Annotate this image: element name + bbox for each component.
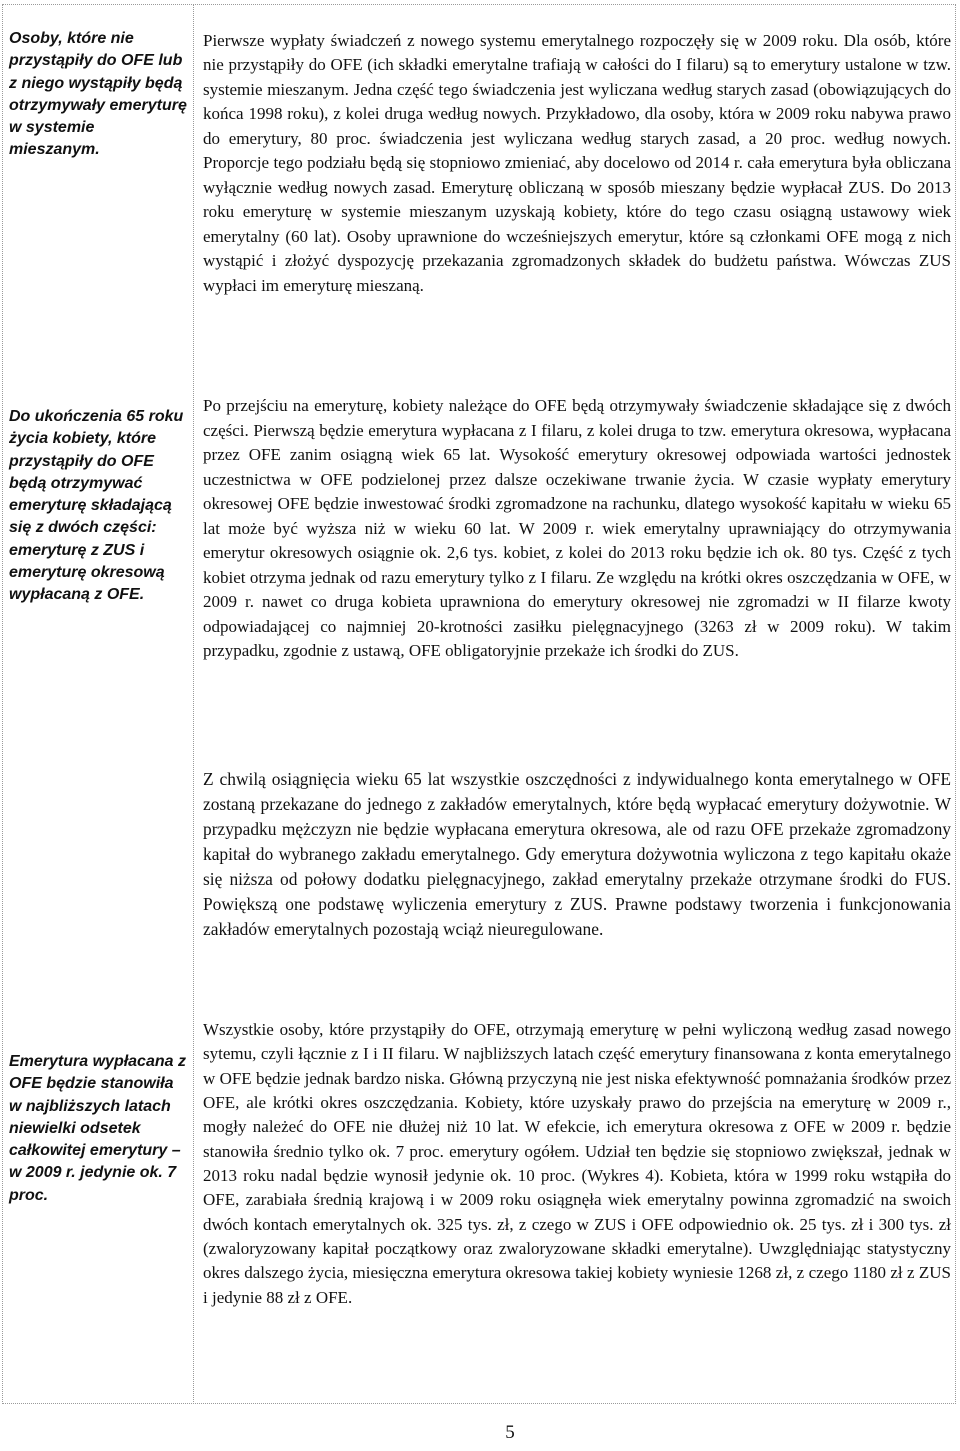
body-paragraph: Pierwsze wypłaty świadczeń z nowego systemu emerytalnego rozpoczęły się w 2009 roku. Dla osób, które nie przystąpiły do OFE (ich składki emerytalne trafiają w całości do I filaru) są to emerytury ustalone w tzw. systemie mieszanym. Jedna część tego świadczenia jest wyliczana według starych zasad (obowiązujących do końca 1998 roku), z kolei druga według nowych. Przykładowo, dla osoby, która w 2009 roku nabywa prawo do emerytury, 80 proc. świadczenia jest wyliczana według starych zasad, a 20 proc. według nowych. Proporcje tego podziału będą się stopniowo zmieniać, aby docelowo od 2014 r. cała emerytura była obliczana wyłącznie według nowych zasad. Emeryturę obliczaną w sposób mieszany będzie wypłacał ZUS. Do 2013 roku emeryturę w systemie mieszanym uzyskają kobiety, które do tego czasu osiągną ustawowy wiek emerytalny (60 lat). Osoby uprawnione do wcześniejszych emerytur, które są członkami OFE mogą z nich wystąpić i złożyć dyspozycję przekazania zgromadzonych składek do budżetu państwa. Wówczas ZUS wypłaci im emeryturę mieszaną. — [203, 31, 951, 295]
column-divider — [193, 4, 194, 1404]
sidebar-note: Do ukończenia 65 roku życia kobiety, które przystąpiły do OFE będą otrzymywać emeryturę składającą się z dwóch części: emeryturę z ZUS i emeryturę okresową wypłacaną z OFE. — [9, 408, 184, 604]
sidebar-note: Osoby, które nie przystąpiły do OFE lub z niego wystąpiły będą otrzymywały emeryturę w systemie mieszanym. — [9, 30, 187, 159]
page-number: 5 — [505, 1422, 515, 1443]
body-paragraph: Z chwilą osiągnięcia wieku 65 lat wszystkie oszczędności z indywidualnego konta emerytalnego w OFE zostaną przekazane do jednego z zakładów emerytalnych, które będą wypłacać emerytury dożywotnie. W przypadku mężczyzn nie będzie wypłacana emerytura okresowa, ale od razu OFE przekaże zgromadzony kapitał do wybranego zakładu emerytalnego. Gdy emerytura dożywotnia wyliczona z tego kapitału okaże się niższa od połowy dodatku pielęgnacyjnego, zakład emerytalny przekaże otrzymane środki do FUS. Powiększą one podstawę wyliczenia emerytury z ZUS. Prawne podstawy tworzenia i funkcjonowania zakładów emerytalnych pozostają wciąż nieuregulowane. — [203, 769, 951, 939]
sidebar-note: Emerytura wypłacana z OFE będzie stanowiła w najbliższych latach niewielki odsetek całkowitej emerytury – w 2009 r. jedynie ok. 7 proc. — [9, 1053, 186, 1204]
body-paragraph: Po przejściu na emeryturę, kobiety należące do OFE będą otrzymywały świadczenie składające się z dwóch części. Pierwszą będzie emerytura wypłacana z I filaru, z kolei druga to tzw. emerytura okresowa, wypłacana przez OFE zanim osiągną wiek 65 lat. Wysokość emerytury okresowej odpowiada wartości jednostek uczestnictwa w OFE podzielonej przez dalsze oczekiwane trwanie życia. W czasie wypłaty emerytury okresowej OFE będzie inwestować środki zgromadzone na rachunku, dlatego wysokość kapitału w wieku 65 lat może być wyższa niż w wieku 60 lat. W 2009 r. wiek emerytalny uprawniający do otrzymywania emerytur okresowych osiągnie ok. 2,6 tys. kobiet, z kolei do 2013 roku będzie ich ok. 80 tys. Część z tych kobiet otrzyma jednak od razu emerytury tylko z I filaru. Ze względu na krótki okres oszczędzania w OFE, w 2009 r. nawet co druga kobieta uprawniona do emerytury okresowej nie zgromadzi w II filarze kwoty odpowiadającej co najmniej 20-krotności zasiłku pielęgnacyjnego (3263 zł w 2009 roku). W takim przypadku, zgodnie z ustawą, OFE obligatoryjnie przekaże ich środki do ZUS. — [203, 396, 951, 660]
body-paragraph: Wszystkie osoby, które przystąpiły do OFE, otrzymają emeryturę w pełni wyliczoną według zasad nowego sytemu, czyli łącznie z I i II filaru. W najbliższych latach część emerytury finansowana z konta emerytalnego w OFE będzie jednak bardzo niska. Główną przyczyną nie jest niska efektywność pomnażania środków przez OFE, ale krótki okres oszczędzania. Kobiety, które uzyskały prawo do przejścia na emeryturę w 2009 r., mogły należeć do OFE nie dłużej niż 10 lat. W efekcie, ich emerytura okresowa z OFE w 2009 r. będzie stanowiła średnio tylko ok. 7 proc. emerytury ogółem. Udział ten będzie się stopniowo zwiększał, jednak w 2013 roku nadal będzie wynosił jedynie ok. 10 proc. (Wykres 4). Kobieta, która w 1999 roku wstąpiła do OFE, zarabiała średnią krajową i w 2009 roku osiągnęła wiek emerytalny powinna zgromadzić na swoich dwóch kontach emerytalnych ok. 325 tys. zł, z czego w ZUS i OFE odpowiednio ok. 25 tys. zł i 300 tys. zł (zwaloryzowany kapitał początkowy oraz zwaloryzowane składki emerytalne). Uwzględniając statystyczny okres dalszego życia, miesięczna emerytura okresowa takiej kobiety wyniesie 1268 zł, z czego 1180 zł z ZUS i jedynie 88 zł z OFE. — [203, 1020, 951, 1307]
